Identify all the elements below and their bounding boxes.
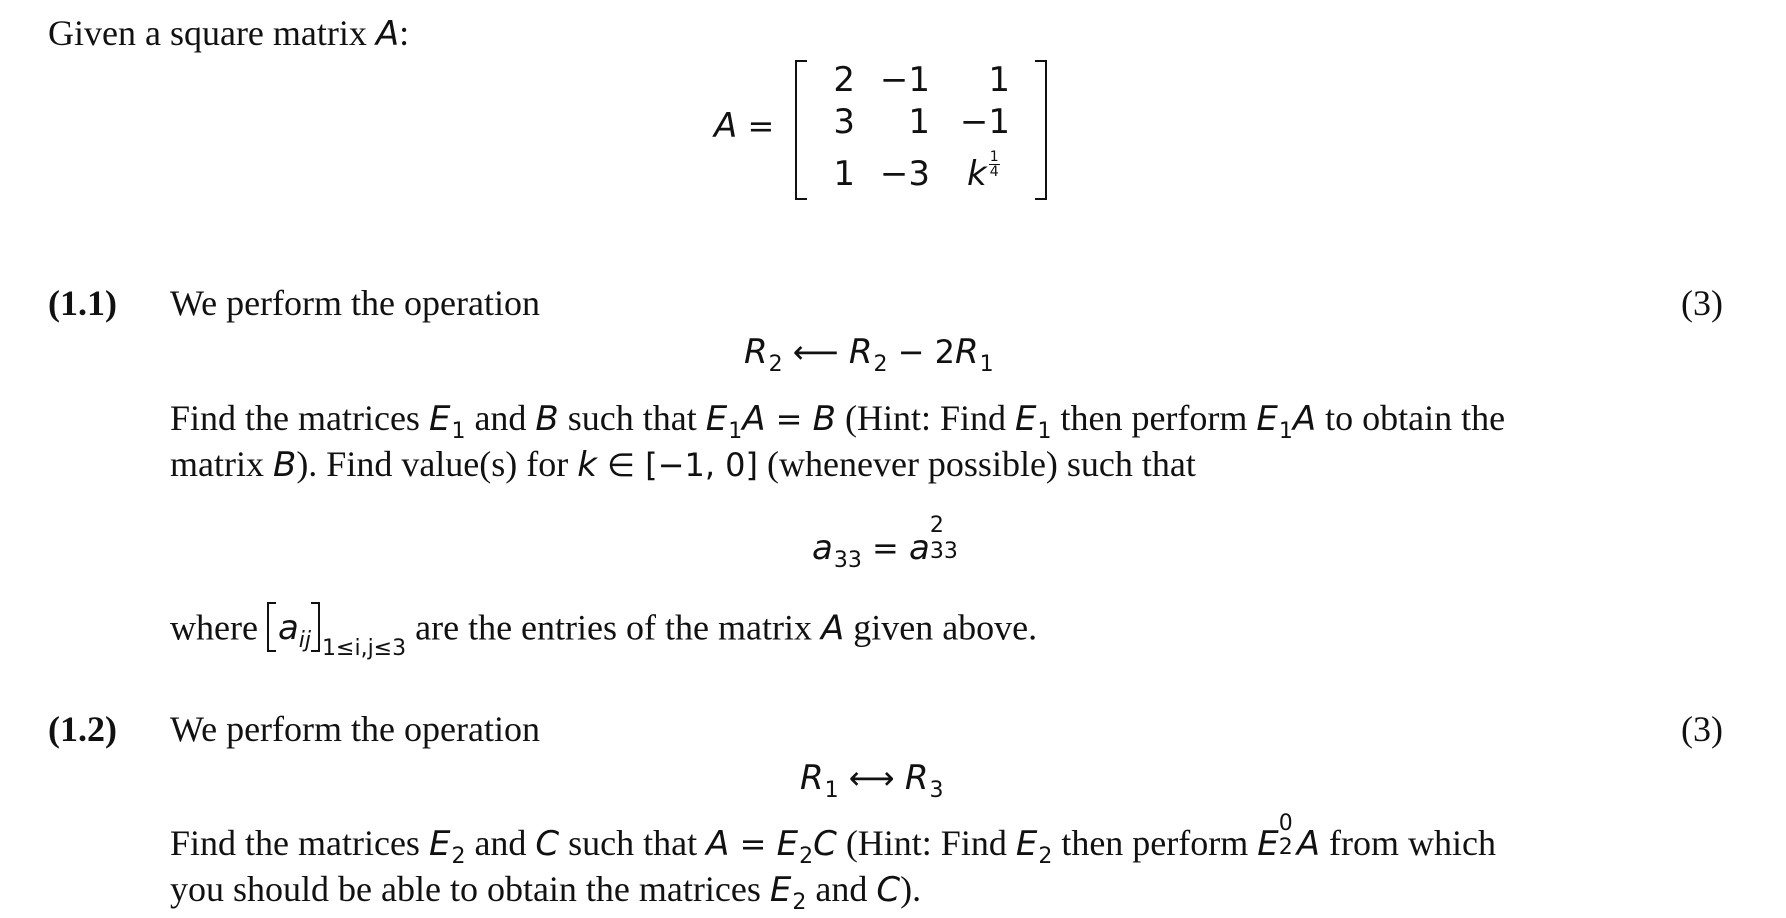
subscript: ij: [298, 628, 312, 654]
op-arrow: ⟷: [838, 759, 905, 797]
q2-paragraph-2: [170, 868, 922, 915]
text: (whenever possible) such that: [758, 444, 1196, 484]
symbol: A: [1296, 824, 1320, 864]
subscript: 2: [792, 890, 807, 915]
subscript: 1: [728, 419, 743, 444]
symbol: E: [1256, 399, 1278, 439]
fraction-numerator: 1: [989, 149, 999, 165]
sup-sub-stack: [929, 513, 960, 564]
symbol: E: [428, 399, 451, 439]
equals: =: [729, 825, 777, 863]
symbol: B: [812, 399, 836, 439]
symbol: B: [535, 399, 559, 439]
symbol: E: [1257, 824, 1279, 864]
matrix-cell-3-2: −3: [879, 154, 930, 194]
subscript: 33: [833, 548, 862, 573]
subscript: 1: [1278, 419, 1293, 444]
symbol: a: [812, 528, 833, 568]
matrix-cell-1-1: 2: [833, 60, 855, 100]
symbol: C: [876, 870, 901, 910]
index-range: 1≤i,j≤3: [322, 636, 407, 662]
subscript: 2: [451, 844, 466, 869]
q2-operation: [800, 756, 944, 803]
symbol: a: [909, 528, 930, 568]
matrix-cell-3-3: [967, 149, 1037, 194]
matrix-A: [795, 60, 1047, 198]
symbol: B: [272, 445, 297, 485]
symbol: A: [742, 399, 766, 439]
text: and: [465, 398, 536, 438]
symbol: k: [577, 445, 597, 485]
text: you should be able to obtain the matrices: [170, 869, 770, 909]
sup-sub-stack: [1278, 811, 1297, 860]
equals: =: [861, 529, 909, 567]
op-sub: 2: [873, 352, 888, 377]
matrix-cell-2-3: −1: [959, 102, 1010, 142]
text: given above.: [844, 607, 1038, 648]
text: ). Find value(s) for: [296, 444, 578, 484]
matrix-symbol: A: [375, 14, 400, 54]
q1-operation: [744, 330, 994, 377]
op-sub: 1: [979, 352, 994, 377]
text: (Hint: Find: [836, 823, 1016, 863]
text: (Hint: Find: [835, 398, 1015, 438]
op-r: R: [848, 332, 873, 372]
text: such that: [558, 398, 706, 438]
q2-number: (1.2): [48, 709, 117, 749]
op-minus: − 2: [887, 333, 955, 371]
matrix-cell-3-1: 1: [833, 154, 855, 194]
matrix-cell-1-2: −1: [879, 60, 930, 100]
symbol: E: [1014, 399, 1037, 439]
text: and: [806, 869, 877, 909]
matrix-cell-1-3: 1: [988, 60, 1010, 100]
subscript: 2: [1278, 835, 1293, 860]
text: are the entries of the matrix: [406, 607, 821, 648]
text: then perform: [1051, 398, 1257, 438]
subscript: 33: [929, 539, 958, 564]
q1-paragraph-3: [170, 606, 1038, 662]
text: from which: [1320, 823, 1496, 863]
symbol: E: [769, 870, 792, 910]
fraction-exponent: [989, 150, 1000, 179]
q2-marks: (3): [1681, 709, 1723, 749]
symbol: E: [1015, 824, 1038, 864]
left-bracket: [267, 602, 276, 652]
q1-paragraph-1: [170, 397, 1506, 444]
subscript: 2: [799, 844, 814, 869]
op-r: R: [744, 332, 768, 372]
q2-paragraph-1: [170, 811, 1496, 869]
op-r: R: [954, 332, 979, 372]
op-sub: 2: [768, 352, 783, 377]
symbol: C: [535, 824, 560, 864]
symbol: C: [813, 824, 837, 864]
q1-number: (1.1): [48, 283, 117, 323]
text: and: [465, 823, 536, 863]
symbol: E: [776, 824, 799, 864]
text: matrix: [170, 444, 273, 484]
op-sub: 1: [824, 778, 839, 803]
text: to obtain the: [1316, 398, 1506, 438]
op-r: R: [904, 758, 929, 798]
symbol: A: [1292, 399, 1317, 439]
text: then perform: [1052, 823, 1258, 863]
intro-colon: :: [399, 13, 410, 53]
q1-paragraph-2: [170, 443, 1196, 485]
text: such that: [559, 823, 707, 863]
text: where: [170, 607, 267, 648]
right-bracket: [311, 602, 320, 652]
matrix-cell-2-1: 3: [833, 102, 855, 142]
matrix-equals: =: [737, 107, 775, 145]
matrix-k: k: [967, 154, 987, 194]
subscript: 1: [451, 419, 466, 444]
symbol: A: [706, 824, 730, 864]
text: Find the matrices: [170, 823, 429, 863]
text: Find the matrices: [170, 398, 429, 438]
q1-equation: [812, 513, 960, 573]
symbol: E: [705, 399, 728, 439]
intro-text: Given a square matrix: [48, 13, 376, 53]
text: ).: [900, 869, 922, 909]
op-arrow: ⟵: [782, 333, 849, 371]
op-r: R: [800, 758, 824, 798]
q2-line1: We perform the operation: [170, 709, 540, 749]
superscript: 0: [1278, 811, 1293, 836]
equals: =: [765, 400, 813, 438]
subscript: 2: [1038, 844, 1053, 869]
symbol: A: [820, 608, 845, 649]
q1-line1: We perform the operation: [170, 283, 540, 323]
op-sub: 3: [929, 778, 944, 803]
interval: ∈ [−1, 0]: [596, 446, 759, 484]
superscript: 2: [929, 513, 944, 538]
q1-marks: (3): [1681, 283, 1723, 323]
matrix-lhs: [714, 104, 774, 146]
matrix-lhs-symbol: A: [714, 106, 738, 146]
fraction-denominator: 4: [989, 164, 999, 180]
intro-line: [48, 12, 409, 54]
symbol: E: [428, 824, 451, 864]
symbol: a: [277, 608, 299, 649]
matrix-cell-2-2: 1: [908, 102, 930, 142]
subscript: 1: [1037, 419, 1052, 444]
